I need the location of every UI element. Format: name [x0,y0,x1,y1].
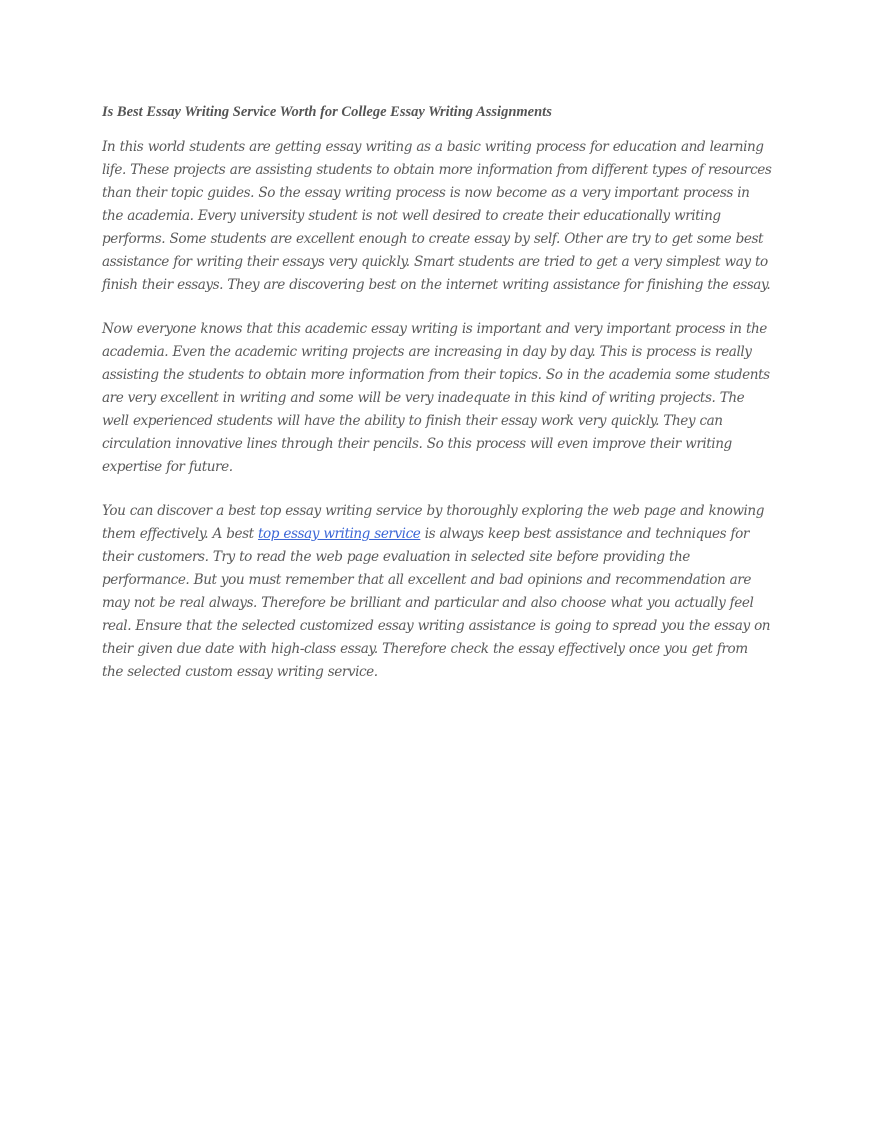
paragraph-2: Now everyone knows that this academic essay writing is important and very important process in the academia. Even the academic writing projects are increasing in day by day. This is process is really assisting the students to obtain more information from their topics. So in the academia some students are very excellent in writing and some will be very inadequate in this kind of writing projects. The well experienced students will have the ability to finish their essay work very quickly. They can circulation innovative lines through their pencils. So this process will even improve their writing expertise for future. [102,321,770,475]
top-essay-writing-service-link[interactable]: top essay writing service [258,526,421,542]
paragraph-3-text-before-link: You can discover a best top essay writing service by thoroughly exploring the web page and knowing them effectively. A best [102,503,764,542]
paragraph-1: In this world students are getting essay writing as a basic writing process for education and learning life. These projects are assisting students to obtain more information from different types of resources than their topic guides. So the essay writing process is now become as a very important process in the academia. Every university student is not well desired to create their educationally writing performs. Some students are excellent enough to create essay by self. Other are try to get some best assistance for writing their essays very quickly. Smart students are tried to get a very simplest way to finish their essays. They are discovering best on the internet writing assistance for finishing the essay. [102,139,772,293]
document-page [102,102,772,705]
paragraph-3-text-after-link: is always keep best assistance and techniques for their customers. Try to read the web page evaluation in selected site before providing the performance. But you must remember that all excellent and bad opinions and recommendation are may not be real always. Therefore be brilliant and particular and also choose what you actually feel real. Ensure that the selected customized essay writing assistance is going to spread you the essay on their given due date with high-class essay. Therefore check the essay effectively once you get from the selected custom essay writing service. [102,526,771,680]
document-title: Is Best Essay Writing Service Worth for College Essay Writing Assignments [102,104,552,120]
paragraph-3 [102,500,772,684]
